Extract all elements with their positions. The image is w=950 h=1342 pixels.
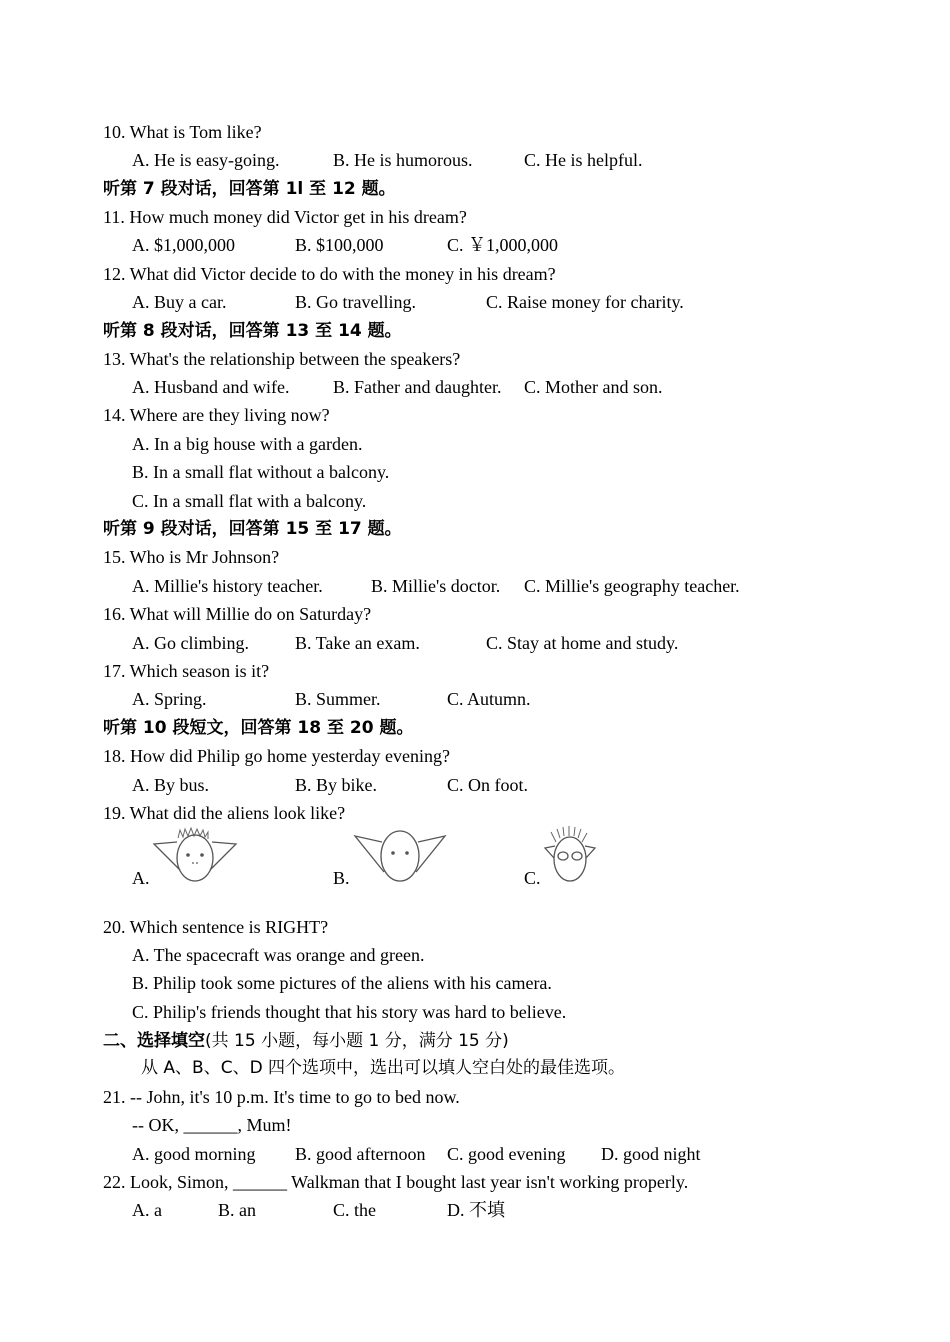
option-a: A. Spring.: [132, 689, 207, 709]
option-b: B. Philip took some pictures of the aliens with his camera.: [132, 973, 552, 993]
option-c: C. Philip's friends thought that his story was hard to believe.: [132, 1002, 567, 1022]
option-d: D. 不填: [447, 1200, 505, 1220]
section-heading-8: 听第 8 段对话，回答第 13 至 14 题。: [103, 321, 402, 341]
section-heading-7: 听第 7 段对话，回答第 1l 至 12 题。: [103, 179, 396, 199]
option-c: C. Autumn.: [447, 689, 531, 709]
option-a: A. The spacecraft was orange and green.: [132, 945, 425, 965]
option-a: A.: [132, 868, 150, 888]
question-22-stem: 22. Look, Simon, ______ Walkman that I bought last year isn't working properly.: [103, 1172, 689, 1192]
option-a: A. Buy a car.: [132, 292, 227, 312]
option-c: C. good evening: [447, 1144, 566, 1164]
question-19-stem: 19. What did the aliens look like?: [103, 803, 346, 823]
question-18-stem: 18. How did Philip go home yesterday evening?: [103, 746, 450, 766]
question-21-reply: -- OK, ______, Mum!: [132, 1115, 292, 1135]
option-a: A. Millie's history teacher.: [132, 576, 323, 596]
alien-b-image: [352, 826, 448, 886]
question-12-options: [0, 291, 950, 313]
question-17-stem: 17. Which season is it?: [103, 661, 270, 681]
option-c: C. Raise money for charity.: [486, 292, 684, 312]
option-c: C.: [524, 868, 541, 888]
alien-c-image: [542, 826, 598, 886]
part-two-heading: [103, 1029, 509, 1052]
alien-a-image: [150, 826, 240, 886]
option-b: B. Go travelling.: [295, 292, 416, 312]
option-a: A. By bus.: [132, 775, 210, 795]
option-c: C. Mother and son.: [524, 377, 663, 397]
option-a: A. In a big house with a garden.: [132, 434, 363, 454]
option-b: B. good afternoon: [295, 1144, 426, 1164]
option-c: C. ￥1,000,000: [447, 235, 559, 255]
question-16-stem: 16. What will Millie do on Saturday?: [103, 604, 372, 624]
option-b: B. He is humorous.: [333, 150, 473, 170]
question-11-stem: 11. How much money did Victor get in his dream?: [103, 207, 467, 227]
option-c: C. Millie's geography teacher.: [524, 576, 740, 596]
question-10-options: [0, 149, 950, 171]
option-b: B. Summer.: [295, 689, 381, 709]
part-two-title: 二、选择填空: [103, 1031, 205, 1051]
option-b: B. By bike.: [295, 775, 378, 795]
question-13-stem: 13. What's the relationship between the speakers?: [103, 349, 461, 369]
question-20-stem: 20. Which sentence is RIGHT?: [103, 917, 329, 937]
option-b: B. Father and daughter.: [333, 377, 502, 397]
question-21-stem: 21. -- John, it's 10 p.m. It's time to go to bed now.: [103, 1087, 460, 1107]
option-a: A. good morning: [132, 1144, 256, 1164]
section-heading-9: 听第 9 段对话，回答第 15 至 17 题。: [103, 519, 402, 539]
option-c: C. the: [333, 1200, 376, 1220]
option-c: C. He is helpful.: [524, 150, 643, 170]
part-two-note: (共 15 小题，每小题 1 分，满分 15 分): [205, 1031, 509, 1051]
option-b: B. $100,000: [295, 235, 384, 255]
question-18-options: [0, 774, 950, 796]
option-b: B. an: [218, 1200, 256, 1220]
question-16-options: [0, 632, 950, 654]
option-a: A. He is easy-going.: [132, 150, 280, 170]
question-22-options: [0, 1199, 950, 1221]
question-21-options: [0, 1143, 950, 1165]
option-a: A. Go climbing.: [132, 633, 249, 653]
option-b: B.: [333, 868, 350, 888]
option-a: A. Husband and wife.: [132, 377, 290, 397]
question-15-options: [0, 575, 950, 597]
question-17-options: [0, 688, 950, 710]
question-14-stem: 14. Where are they living now?: [103, 405, 330, 425]
question-12-stem: 12. What did Victor decide to do with the money in his dream?: [103, 264, 556, 284]
option-a: A. $1,000,000: [132, 235, 235, 255]
question-10-stem: 10. What is Tom like?: [103, 122, 262, 142]
option-c: C. On foot.: [447, 775, 528, 795]
option-c: C. In a small flat with a balcony.: [132, 491, 367, 511]
option-b: B. Millie's doctor.: [371, 576, 501, 596]
option-a: A. a: [132, 1200, 162, 1220]
option-b: B. In a small flat without a balcony.: [132, 462, 390, 482]
option-d: D. good night: [601, 1144, 701, 1164]
part-two-instruction: 从 A、B、C、D 四个选项中，选出可以填人空白处的最佳选项。: [141, 1058, 626, 1078]
option-b: B. Take an exam.: [295, 633, 420, 653]
section-heading-10: 听第 10 段短文，回答第 18 至 20 题。: [103, 718, 414, 738]
question-11-options: [0, 234, 950, 256]
question-15-stem: 15. Who is Mr Johnson?: [103, 547, 280, 567]
option-c: C. Stay at home and study.: [486, 633, 679, 653]
question-13-options: [0, 376, 950, 398]
